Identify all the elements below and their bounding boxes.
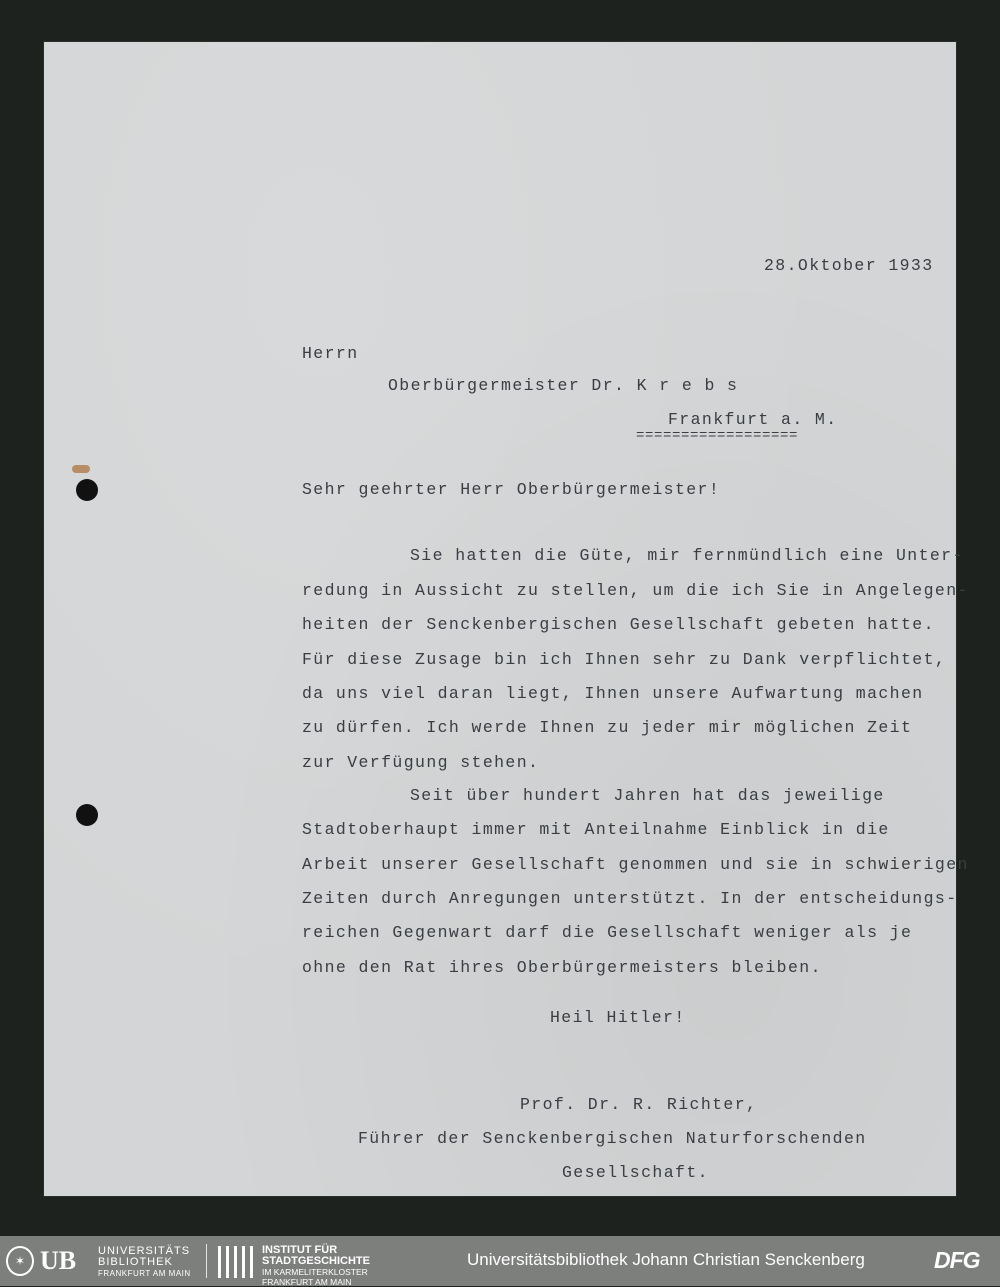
footer-bar <box>0 1236 1000 1286</box>
ub-line3: FRANKFURT AM MAIN <box>98 1269 191 1278</box>
isg-line1: INSTITUT FÜR <box>262 1244 338 1256</box>
footer-divider <box>206 1244 207 1278</box>
signature-org: Gesellschaft. <box>562 1163 709 1182</box>
paragraph2-line: reichen Gegenwart darf die Gesellschaft weniger als je <box>302 923 913 942</box>
ub-logo-text <box>98 1246 191 1279</box>
paragraph1-line: zu dürfen. Ich werde Ihnen zu jeder mir möglichen Zeit <box>302 718 913 737</box>
paragraph1-line: redung in Aussicht zu stellen, um die ich Sie in Angelegen- <box>302 581 969 600</box>
paragraph2-line: ohne den Rat ihres Oberbürgermeisters bleiben. <box>302 958 822 977</box>
closing: Heil Hitler! <box>550 1008 686 1027</box>
paragraph2-line: Arbeit unserer Gesellschaft genommen und sie in schwierigen <box>302 855 969 874</box>
signature-name: Prof. Dr. R. Richter, <box>520 1095 758 1114</box>
isg-line2: STADTGESCHICHTE <box>262 1255 370 1267</box>
greeting: Sehr geehrter Herr Oberbürgermeister! <box>302 480 721 499</box>
seal-icon: ✶ <box>6 1246 34 1276</box>
dfg-logo[interactable]: DFG <box>934 1247 980 1273</box>
library-name[interactable]: Universitätsbibliothek Johann Christian Senckenberg <box>467 1250 865 1269</box>
paragraph2-line: Seit über hundert Jahren hat das jeweilige <box>410 786 885 805</box>
rust-stain <box>72 465 90 473</box>
recipient-city: Frankfurt a. M. <box>668 410 838 429</box>
recipient-underline: ================== <box>636 428 799 444</box>
punch-hole-bottom <box>76 804 98 826</box>
recipient-name: Oberbürgermeister Dr. K r e b s <box>388 376 739 395</box>
paragraph2-line: Zeiten durch Anregungen unterstützt. In der entscheidungs- <box>302 889 958 908</box>
paragraph1-line: Sie hatten die Güte, mir fernmündlich eine Unter- <box>410 546 964 565</box>
isg-line3: IM KARMELITERKLOSTER <box>262 1267 368 1277</box>
isg-line4: FRANKFURT AM MAIN <box>262 1277 352 1287</box>
signature-title: Führer der Senckenbergischen Naturforschenden <box>358 1129 867 1148</box>
paragraph1-line: da uns viel daran liegt, Ihnen unsere Aufwartung machen <box>302 684 924 703</box>
columns-icon[interactable] <box>216 1246 254 1278</box>
ub-logo-letters: UB <box>40 1246 77 1275</box>
recipient-salutation: Herrn <box>302 344 359 363</box>
paragraph1-line: Für diese Zusage bin ich Ihnen sehr zu Dank verpflichtet, <box>302 650 947 669</box>
ub-logo[interactable] <box>6 1246 92 1278</box>
punch-hole-top <box>76 479 98 501</box>
ub-line1: UNIVERSITÄTS <box>98 1245 191 1257</box>
paragraph2-line: Stadtoberhaupt immer mit Anteilnahme Einblick in die <box>302 820 890 839</box>
letter-page <box>44 42 969 1196</box>
letter-date: 28.Oktober 1933 <box>764 256 934 275</box>
ub-line2: BIBLIOTHEK <box>98 1256 173 1268</box>
paragraph1-line: zur Verfügung stehen. <box>302 753 540 772</box>
isg-logo-text <box>262 1245 370 1287</box>
paragraph1-line: heiten der Senckenbergischen Gesellschaft gebeten hatte. <box>302 615 935 634</box>
